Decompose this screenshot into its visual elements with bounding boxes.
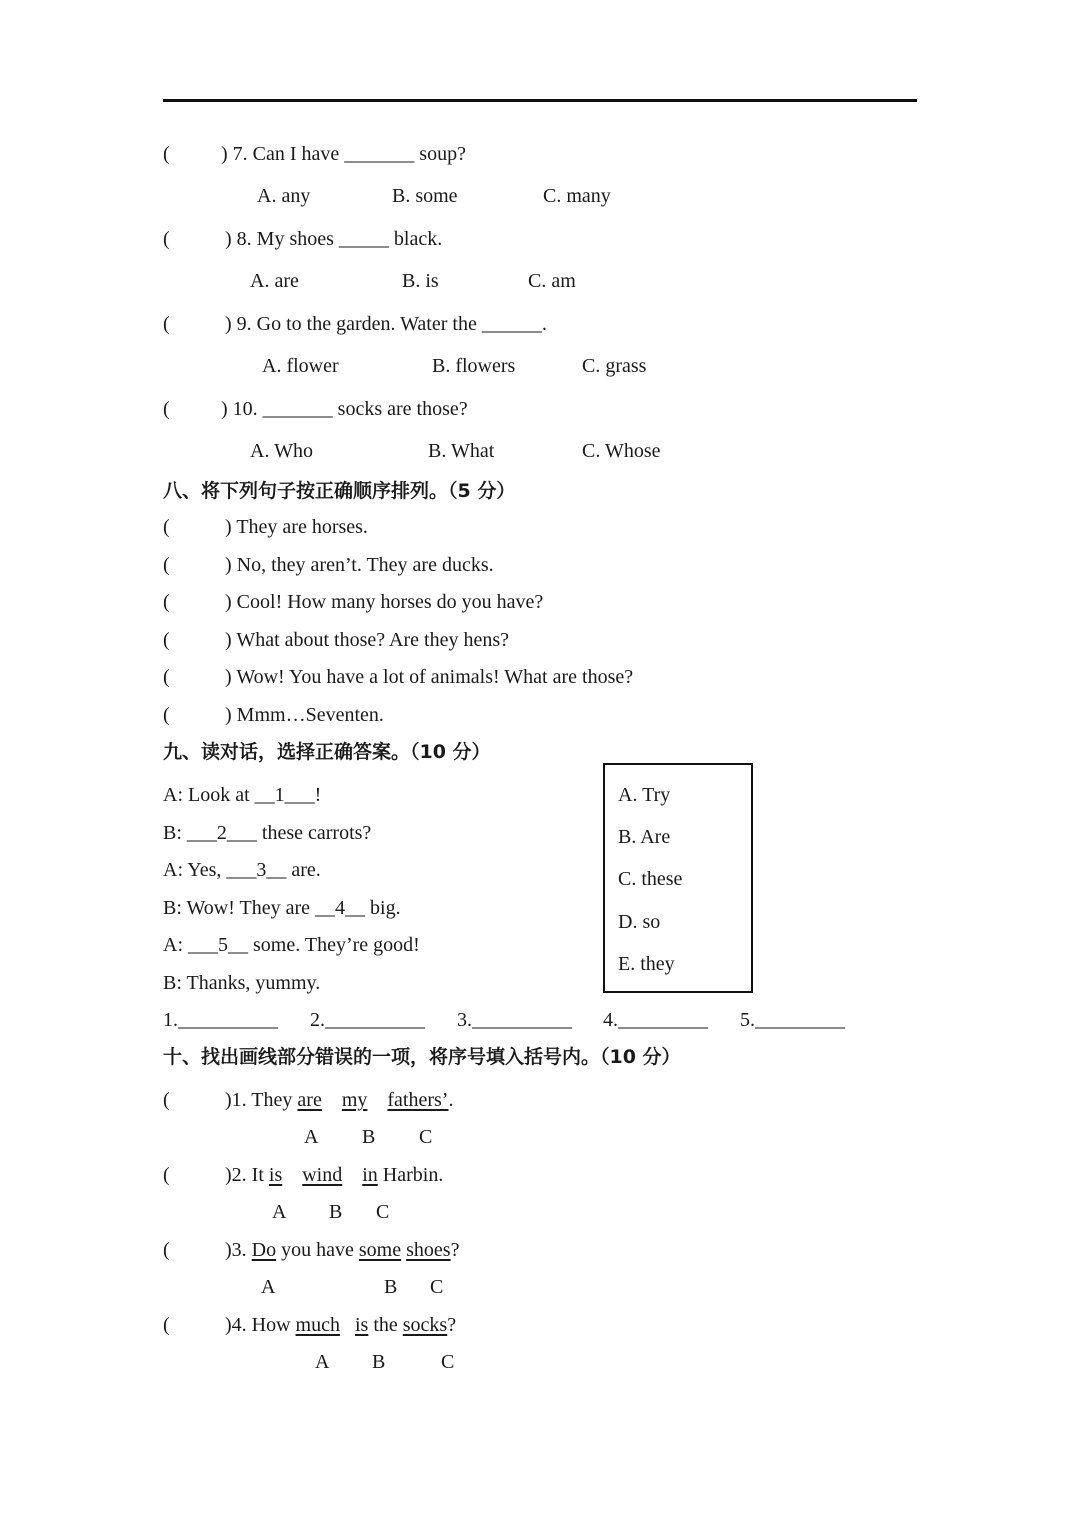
underlined-b: some — [358, 1239, 402, 1261]
answer-paren-open[interactable]: ( — [163, 554, 170, 576]
answer-paren-open[interactable]: ( — [163, 666, 170, 688]
q7-option-c[interactable]: C. many — [543, 185, 611, 207]
error-question-4: ( )4. How much is the socks? — [163, 1314, 457, 1336]
q10-option-c[interactable]: C. Whose — [582, 440, 661, 462]
q10-option-b[interactable]: B. What — [428, 440, 495, 462]
answer-paren-open[interactable]: ( — [163, 398, 170, 420]
label-a: A — [315, 1351, 330, 1373]
answer-blank-1[interactable]: 1.__________ — [163, 1009, 278, 1031]
q9-option-b[interactable]: B. flowers — [432, 355, 516, 377]
choice-e: E. they — [618, 953, 675, 975]
underlined-a: much — [295, 1314, 340, 1336]
error-question-1: ( )1. They are my fathers’. — [163, 1089, 454, 1111]
order-sentence: ( ) Wow! You have a lot of animals! What are those? — [163, 666, 634, 688]
underlined-b: wind — [302, 1164, 343, 1186]
order-sentence: ( ) What about those? Are they hens? — [163, 629, 509, 651]
answer-paren-open[interactable]: ( — [163, 1314, 170, 1336]
label-c: C — [376, 1201, 390, 1223]
answer-paren-open[interactable]: ( — [163, 1239, 170, 1261]
answer-paren-open[interactable]: ( — [163, 228, 170, 250]
q10-option-a[interactable]: A. Who — [250, 440, 313, 462]
section-9-heading: 九、读对话，选择正确答案。（10 分） — [163, 741, 491, 763]
answer-paren-close: ) — [221, 143, 228, 165]
q9-option-c[interactable]: C. grass — [582, 355, 647, 377]
underlined-a: Do — [251, 1239, 277, 1261]
q9-option-a[interactable]: A. flower — [262, 355, 339, 377]
label-b: B — [329, 1201, 343, 1223]
dialogue-line: A: Yes, ___3__ are. — [163, 859, 321, 881]
answer-paren-open[interactable]: ( — [163, 1164, 170, 1186]
underlined-a: are — [297, 1089, 322, 1111]
q7-option-a[interactable]: A. any — [257, 185, 311, 207]
top-rule — [163, 99, 917, 102]
underlined-a: is — [268, 1164, 283, 1186]
question-9: ( ) 9. Go to the garden. Water the ______. — [163, 313, 547, 335]
answer-blank-5[interactable]: 5._________ — [740, 1009, 845, 1031]
answer-blank-4[interactable]: 4._________ — [603, 1009, 708, 1031]
underlined-c: fathers’ — [387, 1089, 449, 1111]
label-c: C — [419, 1126, 433, 1148]
q8-option-c[interactable]: C. am — [528, 270, 576, 292]
answer-paren-open[interactable]: ( — [163, 629, 170, 651]
choice-a: A. Try — [618, 784, 671, 806]
order-sentence: ( ) Cool! How many horses do you have? — [163, 591, 544, 613]
answer-paren-open[interactable]: ( — [163, 313, 170, 335]
label-c: C — [441, 1351, 455, 1373]
section-8-heading: 八、将下列句子按正确顺序排列。（5 分） — [163, 480, 516, 502]
answer-paren-open[interactable]: ( — [163, 143, 170, 165]
underlined-c: shoes — [406, 1239, 451, 1261]
question-7: ( ) 7. Can I have _______ soup? — [163, 143, 466, 165]
choice-d: D. so — [618, 911, 661, 933]
label-a: A — [304, 1126, 319, 1148]
answer-paren-open[interactable]: ( — [163, 591, 170, 613]
underlined-c: socks — [402, 1314, 448, 1336]
dialogue-line: A: Look at __1___! — [163, 784, 322, 806]
question-10: ( ) 10. _______ socks are those? — [163, 398, 468, 420]
answer-paren-open[interactable]: ( — [163, 1089, 170, 1111]
order-sentence: ( ) They are horses. — [163, 516, 368, 538]
label-b: B — [362, 1126, 376, 1148]
dialogue-line: B: ___2___ these carrots? — [163, 822, 372, 844]
q7-option-b[interactable]: B. some — [392, 185, 458, 207]
error-question-2: ( )2. It is wind in Harbin. — [163, 1164, 444, 1186]
q8-option-b[interactable]: B. is — [402, 270, 439, 292]
answer-blank-2[interactable]: 2.__________ — [310, 1009, 425, 1031]
label-b: B — [384, 1276, 398, 1298]
choice-c: C. these — [618, 868, 683, 890]
dialogue-line: A: ___5__ some. They’re good! — [163, 934, 420, 956]
answer-paren-open[interactable]: ( — [163, 516, 170, 538]
label-c: C — [430, 1276, 444, 1298]
answer-blank-3[interactable]: 3.__________ — [457, 1009, 572, 1031]
underlined-c: in — [362, 1164, 378, 1186]
order-sentence: ( ) Mmm…Seventen. — [163, 704, 384, 726]
section-10-heading: 十、找出画线部分错误的一项，将序号填入括号内。（10 分） — [163, 1046, 681, 1068]
label-a: A — [261, 1276, 276, 1298]
q8-option-a[interactable]: A. are — [250, 270, 299, 292]
choice-b: B. Are — [618, 826, 671, 848]
label-a: A — [272, 1201, 287, 1223]
dialogue-line: B: Wow! They are __4__ big. — [163, 897, 401, 919]
underlined-b: is — [354, 1314, 369, 1336]
error-question-3: ( )3. Do you have some shoes? — [163, 1239, 460, 1261]
order-sentence: ( ) No, they aren’t. They are ducks. — [163, 554, 494, 576]
dialogue-line: B: Thanks, yummy. — [163, 972, 321, 994]
underlined-b: my — [341, 1089, 368, 1111]
answer-paren-open[interactable]: ( — [163, 704, 170, 726]
question-8: ( ) 8. My shoes _____ black. — [163, 228, 443, 250]
label-b: B — [372, 1351, 386, 1373]
